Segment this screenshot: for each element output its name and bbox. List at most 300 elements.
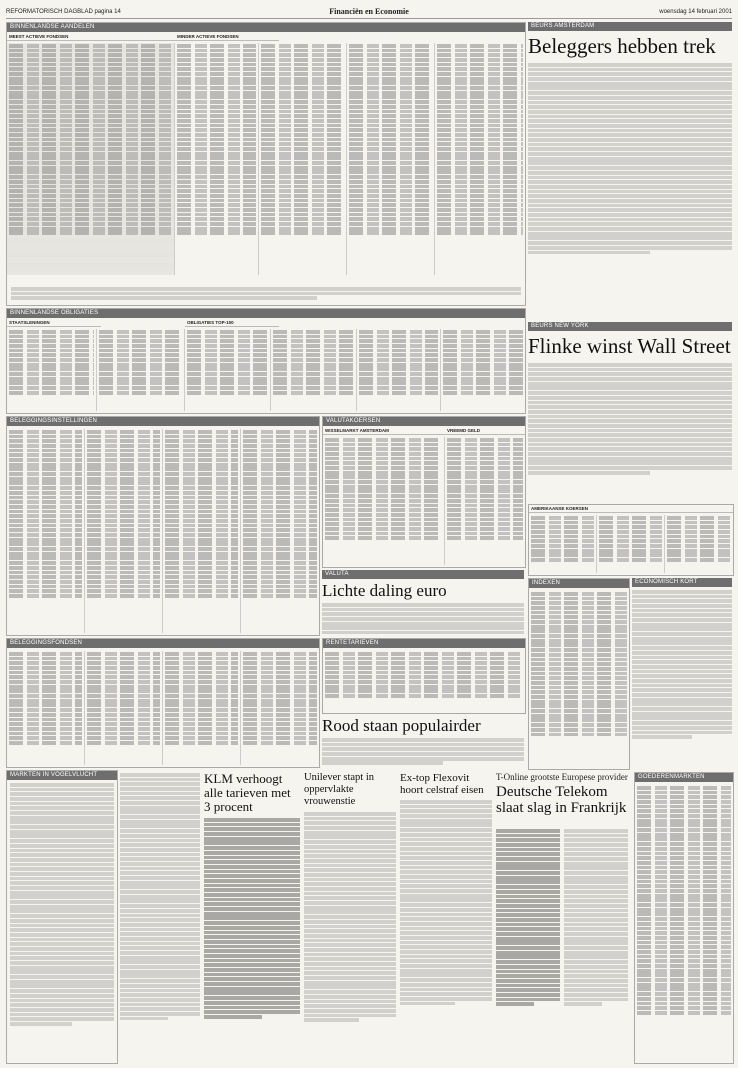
table-row bbox=[531, 606, 627, 610]
table-row bbox=[243, 661, 317, 665]
table-row bbox=[165, 435, 238, 439]
table-row bbox=[87, 722, 160, 726]
table-row bbox=[243, 722, 317, 726]
table-row bbox=[165, 491, 238, 495]
table-row bbox=[9, 363, 94, 367]
table-row bbox=[177, 63, 256, 67]
table-row bbox=[349, 119, 432, 123]
table-row bbox=[243, 491, 317, 495]
table-row bbox=[531, 728, 627, 732]
table-row bbox=[9, 335, 94, 339]
table-row bbox=[9, 585, 82, 589]
table-row bbox=[9, 736, 82, 740]
stock-table bbox=[7, 43, 525, 275]
table-row bbox=[243, 666, 317, 670]
table-row bbox=[9, 430, 82, 434]
table-row bbox=[261, 142, 344, 146]
table-row bbox=[177, 58, 256, 62]
table-row bbox=[243, 552, 317, 556]
table-row bbox=[349, 44, 432, 48]
table-row bbox=[9, 119, 172, 123]
headline: Deutsche Telekom slaat slag in Frankrijk bbox=[496, 784, 627, 816]
table-row bbox=[325, 466, 442, 470]
table-row bbox=[437, 194, 523, 198]
table-row bbox=[177, 53, 256, 57]
table-row bbox=[9, 213, 172, 217]
table-row bbox=[177, 208, 256, 212]
table-row bbox=[349, 133, 432, 137]
table-row bbox=[325, 457, 442, 461]
table-row bbox=[99, 330, 182, 334]
table-row bbox=[87, 444, 160, 448]
table-row bbox=[177, 86, 256, 90]
table-row bbox=[9, 203, 172, 207]
table-row bbox=[531, 700, 627, 704]
headline: Beleggers hebben trek bbox=[528, 34, 716, 58]
table-row bbox=[243, 594, 317, 598]
table-row bbox=[243, 542, 317, 546]
table-row bbox=[243, 703, 317, 707]
section-bar: BELEGGINGSFONDSEN bbox=[7, 639, 319, 648]
table-row bbox=[273, 381, 354, 385]
table-row bbox=[637, 941, 731, 945]
table-row bbox=[261, 170, 344, 174]
section-bar: INDEXEN bbox=[529, 579, 629, 588]
table-column bbox=[175, 43, 259, 275]
table-row bbox=[359, 381, 438, 385]
table-row bbox=[349, 110, 432, 114]
rentetarieven bbox=[322, 638, 526, 714]
table-row bbox=[9, 166, 172, 170]
table-row bbox=[243, 556, 317, 560]
table-row bbox=[177, 203, 256, 207]
table-row bbox=[531, 516, 594, 520]
table-row bbox=[9, 496, 82, 500]
table-row bbox=[437, 166, 523, 170]
table-row bbox=[87, 481, 160, 485]
table-row bbox=[261, 147, 344, 151]
table-row bbox=[261, 105, 344, 109]
table-row bbox=[99, 367, 182, 371]
table-row bbox=[531, 634, 627, 638]
table-row bbox=[165, 542, 238, 546]
table-row bbox=[359, 391, 438, 395]
article-body bbox=[564, 828, 628, 1007]
table-row bbox=[243, 718, 317, 722]
table-row bbox=[9, 524, 82, 528]
headline: Ex-top Flexovit hoort celstraf eisen bbox=[400, 772, 484, 796]
headline: Unilever stapt in oppervlakte vrouwenstie bbox=[304, 772, 374, 807]
table-row bbox=[177, 213, 256, 217]
table-row bbox=[349, 91, 432, 95]
table-row bbox=[637, 955, 731, 959]
table-row bbox=[9, 358, 94, 362]
headline: KLM verhoogt alle tarieven met 3 procent bbox=[204, 772, 291, 814]
table-row bbox=[177, 77, 256, 81]
table-row bbox=[243, 477, 317, 481]
table-row bbox=[165, 472, 238, 476]
table-row bbox=[437, 199, 523, 203]
table-row bbox=[349, 86, 432, 90]
table-row bbox=[261, 58, 344, 62]
table-row bbox=[531, 558, 594, 562]
table-row bbox=[349, 95, 432, 99]
table-row bbox=[261, 44, 344, 48]
table-row bbox=[87, 435, 160, 439]
table-row bbox=[531, 723, 627, 727]
kicker: T-Online grootste Europese provider bbox=[496, 772, 628, 782]
table-row bbox=[349, 114, 432, 118]
table-row bbox=[667, 549, 731, 553]
table-row bbox=[637, 795, 731, 799]
table-row bbox=[637, 950, 731, 954]
table-row bbox=[87, 652, 160, 656]
table-row bbox=[349, 208, 432, 212]
section-bar: GOEDERENMARKTEN bbox=[635, 773, 733, 782]
indexen bbox=[528, 578, 630, 770]
table-row bbox=[9, 100, 172, 104]
table-row bbox=[637, 819, 731, 823]
table-row bbox=[9, 722, 82, 726]
table-row bbox=[637, 959, 731, 963]
table-row bbox=[531, 709, 627, 713]
table-row bbox=[325, 513, 442, 517]
section-bar: BINNENLANDSE AANDELEN bbox=[7, 23, 525, 32]
table-row bbox=[243, 727, 317, 731]
table-row bbox=[437, 161, 523, 165]
table-row bbox=[165, 552, 238, 556]
table-row bbox=[437, 58, 523, 62]
table-row bbox=[443, 372, 523, 376]
table-row bbox=[165, 589, 238, 593]
table-row bbox=[437, 110, 523, 114]
table-row bbox=[9, 703, 82, 707]
table-row bbox=[359, 335, 438, 339]
table-row bbox=[349, 77, 432, 81]
table-row bbox=[9, 391, 94, 395]
table-row bbox=[637, 809, 731, 813]
table-row bbox=[667, 535, 731, 539]
table-row bbox=[531, 690, 627, 694]
table-row bbox=[437, 105, 523, 109]
table-row bbox=[349, 231, 432, 235]
table-row bbox=[87, 571, 160, 575]
table-row bbox=[531, 718, 627, 722]
table-row bbox=[325, 652, 523, 656]
table-row bbox=[667, 544, 731, 548]
table-row bbox=[177, 161, 256, 165]
table-row bbox=[637, 828, 731, 832]
table-row bbox=[9, 680, 82, 684]
table-row bbox=[349, 58, 432, 62]
table-row bbox=[325, 666, 523, 670]
table-row bbox=[667, 516, 731, 520]
table-row bbox=[243, 580, 317, 584]
table-row bbox=[9, 685, 82, 689]
table-row bbox=[87, 449, 160, 453]
table-row bbox=[325, 680, 523, 684]
table-row bbox=[99, 339, 182, 343]
table-row bbox=[261, 77, 344, 81]
markten-in-vogelvlucht bbox=[6, 770, 118, 1064]
table-row bbox=[349, 180, 432, 184]
table-row bbox=[9, 227, 172, 231]
table-row bbox=[9, 189, 172, 193]
table-row bbox=[437, 180, 523, 184]
table-row bbox=[531, 648, 627, 652]
fund-table bbox=[7, 651, 319, 765]
table-row bbox=[243, 675, 317, 679]
table-row bbox=[243, 486, 317, 490]
table-row bbox=[443, 363, 523, 367]
table-row bbox=[177, 91, 256, 95]
table-row bbox=[165, 481, 238, 485]
table-row bbox=[165, 699, 238, 703]
table-row bbox=[325, 489, 442, 493]
article-body bbox=[496, 828, 560, 1007]
table-row bbox=[261, 156, 344, 160]
table-row bbox=[349, 175, 432, 179]
table-row bbox=[165, 439, 238, 443]
table-row bbox=[165, 708, 238, 712]
table-row bbox=[9, 72, 172, 76]
table-row bbox=[437, 81, 523, 85]
table-row bbox=[243, 505, 317, 509]
table-row bbox=[9, 458, 82, 462]
table-row bbox=[165, 722, 238, 726]
table-row bbox=[9, 330, 94, 334]
table-row bbox=[177, 124, 256, 128]
table-row bbox=[637, 884, 731, 888]
table-row bbox=[261, 100, 344, 104]
table-row bbox=[243, 430, 317, 434]
obligaties-top-label: OBLIGATIES TOP-100 bbox=[185, 319, 279, 327]
table-row bbox=[9, 222, 172, 226]
table-row bbox=[9, 652, 82, 656]
table-row bbox=[637, 1002, 731, 1006]
table-row bbox=[243, 680, 317, 684]
table-row bbox=[87, 453, 160, 457]
table-row bbox=[325, 452, 442, 456]
table-row bbox=[87, 547, 160, 551]
table-row bbox=[165, 524, 238, 528]
table-row bbox=[447, 452, 523, 456]
table-row bbox=[87, 430, 160, 434]
table-row bbox=[165, 463, 238, 467]
table-row bbox=[437, 142, 523, 146]
table-row bbox=[87, 666, 160, 670]
table-row bbox=[177, 185, 256, 189]
table-row bbox=[177, 119, 256, 123]
table-row bbox=[447, 536, 523, 540]
vreemd-geld-label: VREEMD GELD bbox=[445, 427, 526, 435]
table-row bbox=[637, 1006, 731, 1010]
table-row bbox=[325, 499, 442, 503]
table-row bbox=[447, 443, 523, 447]
page-header bbox=[6, 6, 732, 19]
table-row bbox=[243, 694, 317, 698]
table-row bbox=[9, 180, 172, 184]
table-row bbox=[165, 458, 238, 462]
table-row bbox=[243, 524, 317, 528]
table-row bbox=[349, 222, 432, 226]
table-row bbox=[87, 556, 160, 560]
table-row bbox=[531, 639, 627, 643]
table-row bbox=[243, 467, 317, 471]
table-row bbox=[637, 870, 731, 874]
table-row bbox=[637, 912, 731, 916]
table-row bbox=[165, 467, 238, 471]
table-row bbox=[87, 463, 160, 467]
table-row bbox=[637, 936, 731, 940]
table-row bbox=[243, 689, 317, 693]
table-row bbox=[273, 391, 354, 395]
table-row bbox=[177, 72, 256, 76]
table-row bbox=[9, 594, 82, 598]
table-row bbox=[187, 330, 268, 334]
table-row bbox=[87, 439, 160, 443]
table-row bbox=[187, 349, 268, 353]
table-row bbox=[531, 525, 594, 529]
table-row bbox=[599, 558, 662, 562]
table-row bbox=[9, 44, 172, 48]
section-bar: ECONOMISCH KORT bbox=[632, 578, 732, 587]
table-row bbox=[177, 152, 256, 156]
table-row bbox=[261, 53, 344, 57]
table-row bbox=[531, 544, 594, 548]
table-row bbox=[9, 128, 172, 132]
table-row bbox=[349, 147, 432, 151]
table-row bbox=[599, 530, 662, 534]
table-row bbox=[9, 566, 82, 570]
table-row bbox=[325, 447, 442, 451]
table-row bbox=[177, 100, 256, 104]
table-row bbox=[9, 353, 94, 357]
table-row bbox=[99, 391, 182, 395]
table-row bbox=[9, 185, 172, 189]
table-row bbox=[349, 138, 432, 142]
rate-table bbox=[323, 651, 525, 711]
table-row bbox=[599, 549, 662, 553]
table-row bbox=[87, 458, 160, 462]
table-row bbox=[87, 736, 160, 740]
table-row bbox=[243, 736, 317, 740]
table-row bbox=[9, 170, 172, 174]
table-row bbox=[637, 964, 731, 968]
table-row bbox=[437, 53, 523, 57]
table-row bbox=[437, 119, 523, 123]
table-row bbox=[531, 615, 627, 619]
table-row bbox=[9, 657, 82, 661]
table-row bbox=[359, 339, 438, 343]
currency-table bbox=[323, 437, 525, 565]
article-wallstreet bbox=[528, 322, 732, 502]
table-row bbox=[349, 213, 432, 217]
table-row bbox=[87, 491, 160, 495]
article-unilever bbox=[304, 772, 396, 1062]
table-row bbox=[9, 552, 82, 556]
table-row bbox=[87, 732, 160, 736]
table-row bbox=[443, 335, 523, 339]
table-row bbox=[9, 110, 172, 114]
table-row bbox=[447, 485, 523, 489]
table-row bbox=[273, 363, 354, 367]
table-row bbox=[531, 676, 627, 680]
table-row bbox=[177, 222, 256, 226]
table-row bbox=[165, 575, 238, 579]
table-row bbox=[9, 467, 82, 471]
table-row bbox=[531, 653, 627, 657]
minder-actieve-label: MINDER ACTIEVE FONDSEN bbox=[175, 33, 279, 41]
table-row bbox=[637, 880, 731, 884]
table-row bbox=[165, 571, 238, 575]
table-row bbox=[87, 680, 160, 684]
table-row bbox=[325, 671, 523, 675]
table-row bbox=[87, 671, 160, 675]
table-row bbox=[447, 461, 523, 465]
table-row bbox=[9, 463, 82, 467]
table-row bbox=[261, 119, 344, 123]
table-row bbox=[9, 491, 82, 495]
table-row bbox=[99, 353, 182, 357]
table-row bbox=[273, 344, 354, 348]
table-row bbox=[9, 349, 94, 353]
table-row bbox=[437, 44, 523, 48]
table-row bbox=[349, 203, 432, 207]
table-row bbox=[637, 861, 731, 865]
table-row bbox=[273, 367, 354, 371]
table-row bbox=[447, 471, 523, 475]
table-row bbox=[599, 544, 662, 548]
table-row bbox=[9, 194, 172, 198]
table-row bbox=[531, 695, 627, 699]
table-row bbox=[9, 699, 82, 703]
table-row bbox=[9, 105, 172, 109]
table-row bbox=[9, 439, 82, 443]
table-row bbox=[637, 997, 731, 1001]
fund-table bbox=[7, 429, 319, 633]
table-row bbox=[599, 525, 662, 529]
table-row bbox=[349, 53, 432, 57]
table-row bbox=[165, 556, 238, 560]
table-row bbox=[261, 161, 344, 165]
table-row bbox=[87, 703, 160, 707]
table-row bbox=[9, 381, 94, 385]
table-row bbox=[87, 661, 160, 665]
table-row bbox=[9, 453, 82, 457]
table-row bbox=[637, 927, 731, 931]
table-row bbox=[349, 185, 432, 189]
article-body bbox=[7, 780, 117, 1029]
table-row bbox=[165, 671, 238, 675]
table-row bbox=[447, 527, 523, 531]
table-row bbox=[437, 208, 523, 212]
table-row bbox=[243, 435, 317, 439]
table-row bbox=[9, 175, 172, 179]
table-row bbox=[9, 486, 82, 490]
table-row bbox=[9, 589, 82, 593]
table-row bbox=[87, 519, 160, 523]
table-row bbox=[437, 100, 523, 104]
table-row bbox=[99, 386, 182, 390]
table-row bbox=[261, 128, 344, 132]
table-row bbox=[165, 703, 238, 707]
table-row bbox=[437, 170, 523, 174]
table-row bbox=[177, 156, 256, 160]
table-row bbox=[87, 718, 160, 722]
table-row bbox=[243, 453, 317, 457]
table-row bbox=[531, 643, 627, 647]
